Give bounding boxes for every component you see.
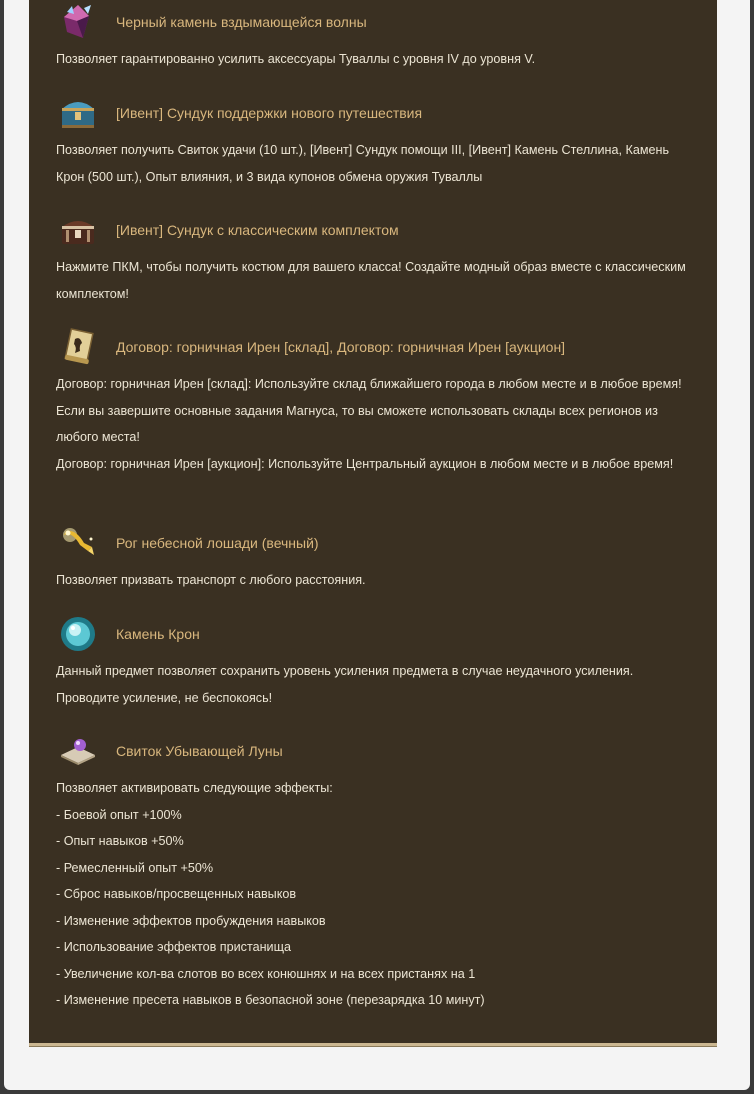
description-line: Позволяет призвать транспорт с любого расстояния. bbox=[56, 573, 366, 587]
item-title: [Ивент] Сундук поддержки нового путешествия bbox=[116, 105, 423, 121]
item-description bbox=[56, 775, 696, 1014]
horn-icon bbox=[56, 521, 100, 565]
item-header bbox=[56, 208, 696, 252]
description-line: Нажмите ПКМ, чтобы получить костюм для вашего класса! Создайте модный образ вместе с классическим комплектом! bbox=[56, 260, 686, 301]
panel-bottom-border bbox=[29, 1043, 717, 1047]
item-horn bbox=[56, 521, 696, 594]
description-line: - Увеличение кол-ва слотов во всех конюшнях и на всех пристанях на 1 bbox=[56, 966, 476, 981]
item-description bbox=[56, 46, 696, 73]
item-header bbox=[56, 0, 696, 44]
item-title: Камень Крон bbox=[116, 626, 200, 642]
description-line: Позволяет активировать следующие эффекты: bbox=[56, 781, 333, 795]
item-cron-stone bbox=[56, 612, 696, 711]
item-title: Свиток Убывающей Луны bbox=[116, 743, 283, 759]
description-line: - Сброс навыков/просвещенных навыков bbox=[56, 887, 297, 901]
item-header bbox=[56, 521, 696, 565]
description-line: Договор: горничная Ирен [склад]: Используйте склад ближайшего города в любом месте и в любое время! Если вы завершите основные задания Магнуса, то вы сможете использовать склады всех регионов из любого места! bbox=[56, 377, 682, 444]
description-line: Договор: горничная Ирен [аукцион]: Используйте Центральный аукцион в любом месте и в любое время! bbox=[56, 456, 674, 471]
item-support-chest bbox=[56, 91, 696, 190]
description-line: Позволяет гарантированно усилить аксессуары Туваллы с уровня IV до уровня V. bbox=[56, 52, 536, 66]
description-line: - Опыт навыков +50% bbox=[56, 834, 184, 848]
contract-scroll-icon bbox=[56, 325, 100, 369]
black-stone-icon bbox=[56, 0, 100, 44]
item-description bbox=[56, 137, 696, 190]
item-header bbox=[56, 612, 696, 656]
item-description bbox=[56, 567, 696, 594]
description-line: - Изменение пресета навыков в безопасной зоне (перезарядка 10 минут) bbox=[56, 993, 485, 1007]
item-classic-chest bbox=[56, 208, 696, 307]
item-black-stone bbox=[56, 0, 696, 73]
item-description bbox=[56, 371, 696, 477]
classic-chest-icon bbox=[56, 208, 100, 252]
item-header bbox=[56, 729, 696, 773]
description-line: - Изменение эффектов пробуждения навыков bbox=[56, 913, 326, 928]
item-contract bbox=[56, 325, 696, 477]
item-title: Рог небесной лошади (вечный) bbox=[116, 535, 319, 551]
item-description bbox=[56, 658, 696, 711]
item-description bbox=[56, 254, 696, 307]
support-chest-icon bbox=[56, 91, 100, 135]
description-line: Данный предмет позволяет сохранить уровень усиления предмета в случае неудачного усиления. Проводите усиление, не беспокоясь! bbox=[56, 664, 634, 705]
description-line: - Боевой опыт +100% bbox=[56, 807, 182, 822]
item-title: [Ивент] Сундук с классическим комплектом bbox=[116, 222, 399, 238]
moon-scroll-icon bbox=[56, 729, 100, 773]
items-panel bbox=[29, 0, 717, 1043]
description-line: - Ремесленный опыт +50% bbox=[56, 860, 214, 875]
description-line: Позволяет получить Свиток удачи (10 шт.), [Ивент] Сундук помощи III, [Ивент] Камень Стеллина, Камень Крон (500 шт.), Опыт влияния, и 3 вида купонов обмена оружия Туваллы bbox=[56, 143, 670, 184]
item-header bbox=[56, 325, 696, 369]
item-title: Договор: горничная Ирен [склад], Договор: горничная Ирен [аукцион] bbox=[116, 339, 566, 355]
cron-stone-icon bbox=[56, 612, 100, 656]
description-line: - Использование эффектов пристанища bbox=[56, 940, 291, 954]
item-header bbox=[56, 91, 696, 135]
item-moon-scroll bbox=[56, 729, 696, 1014]
item-title: Черный камень вздымающейся волны bbox=[116, 14, 367, 30]
